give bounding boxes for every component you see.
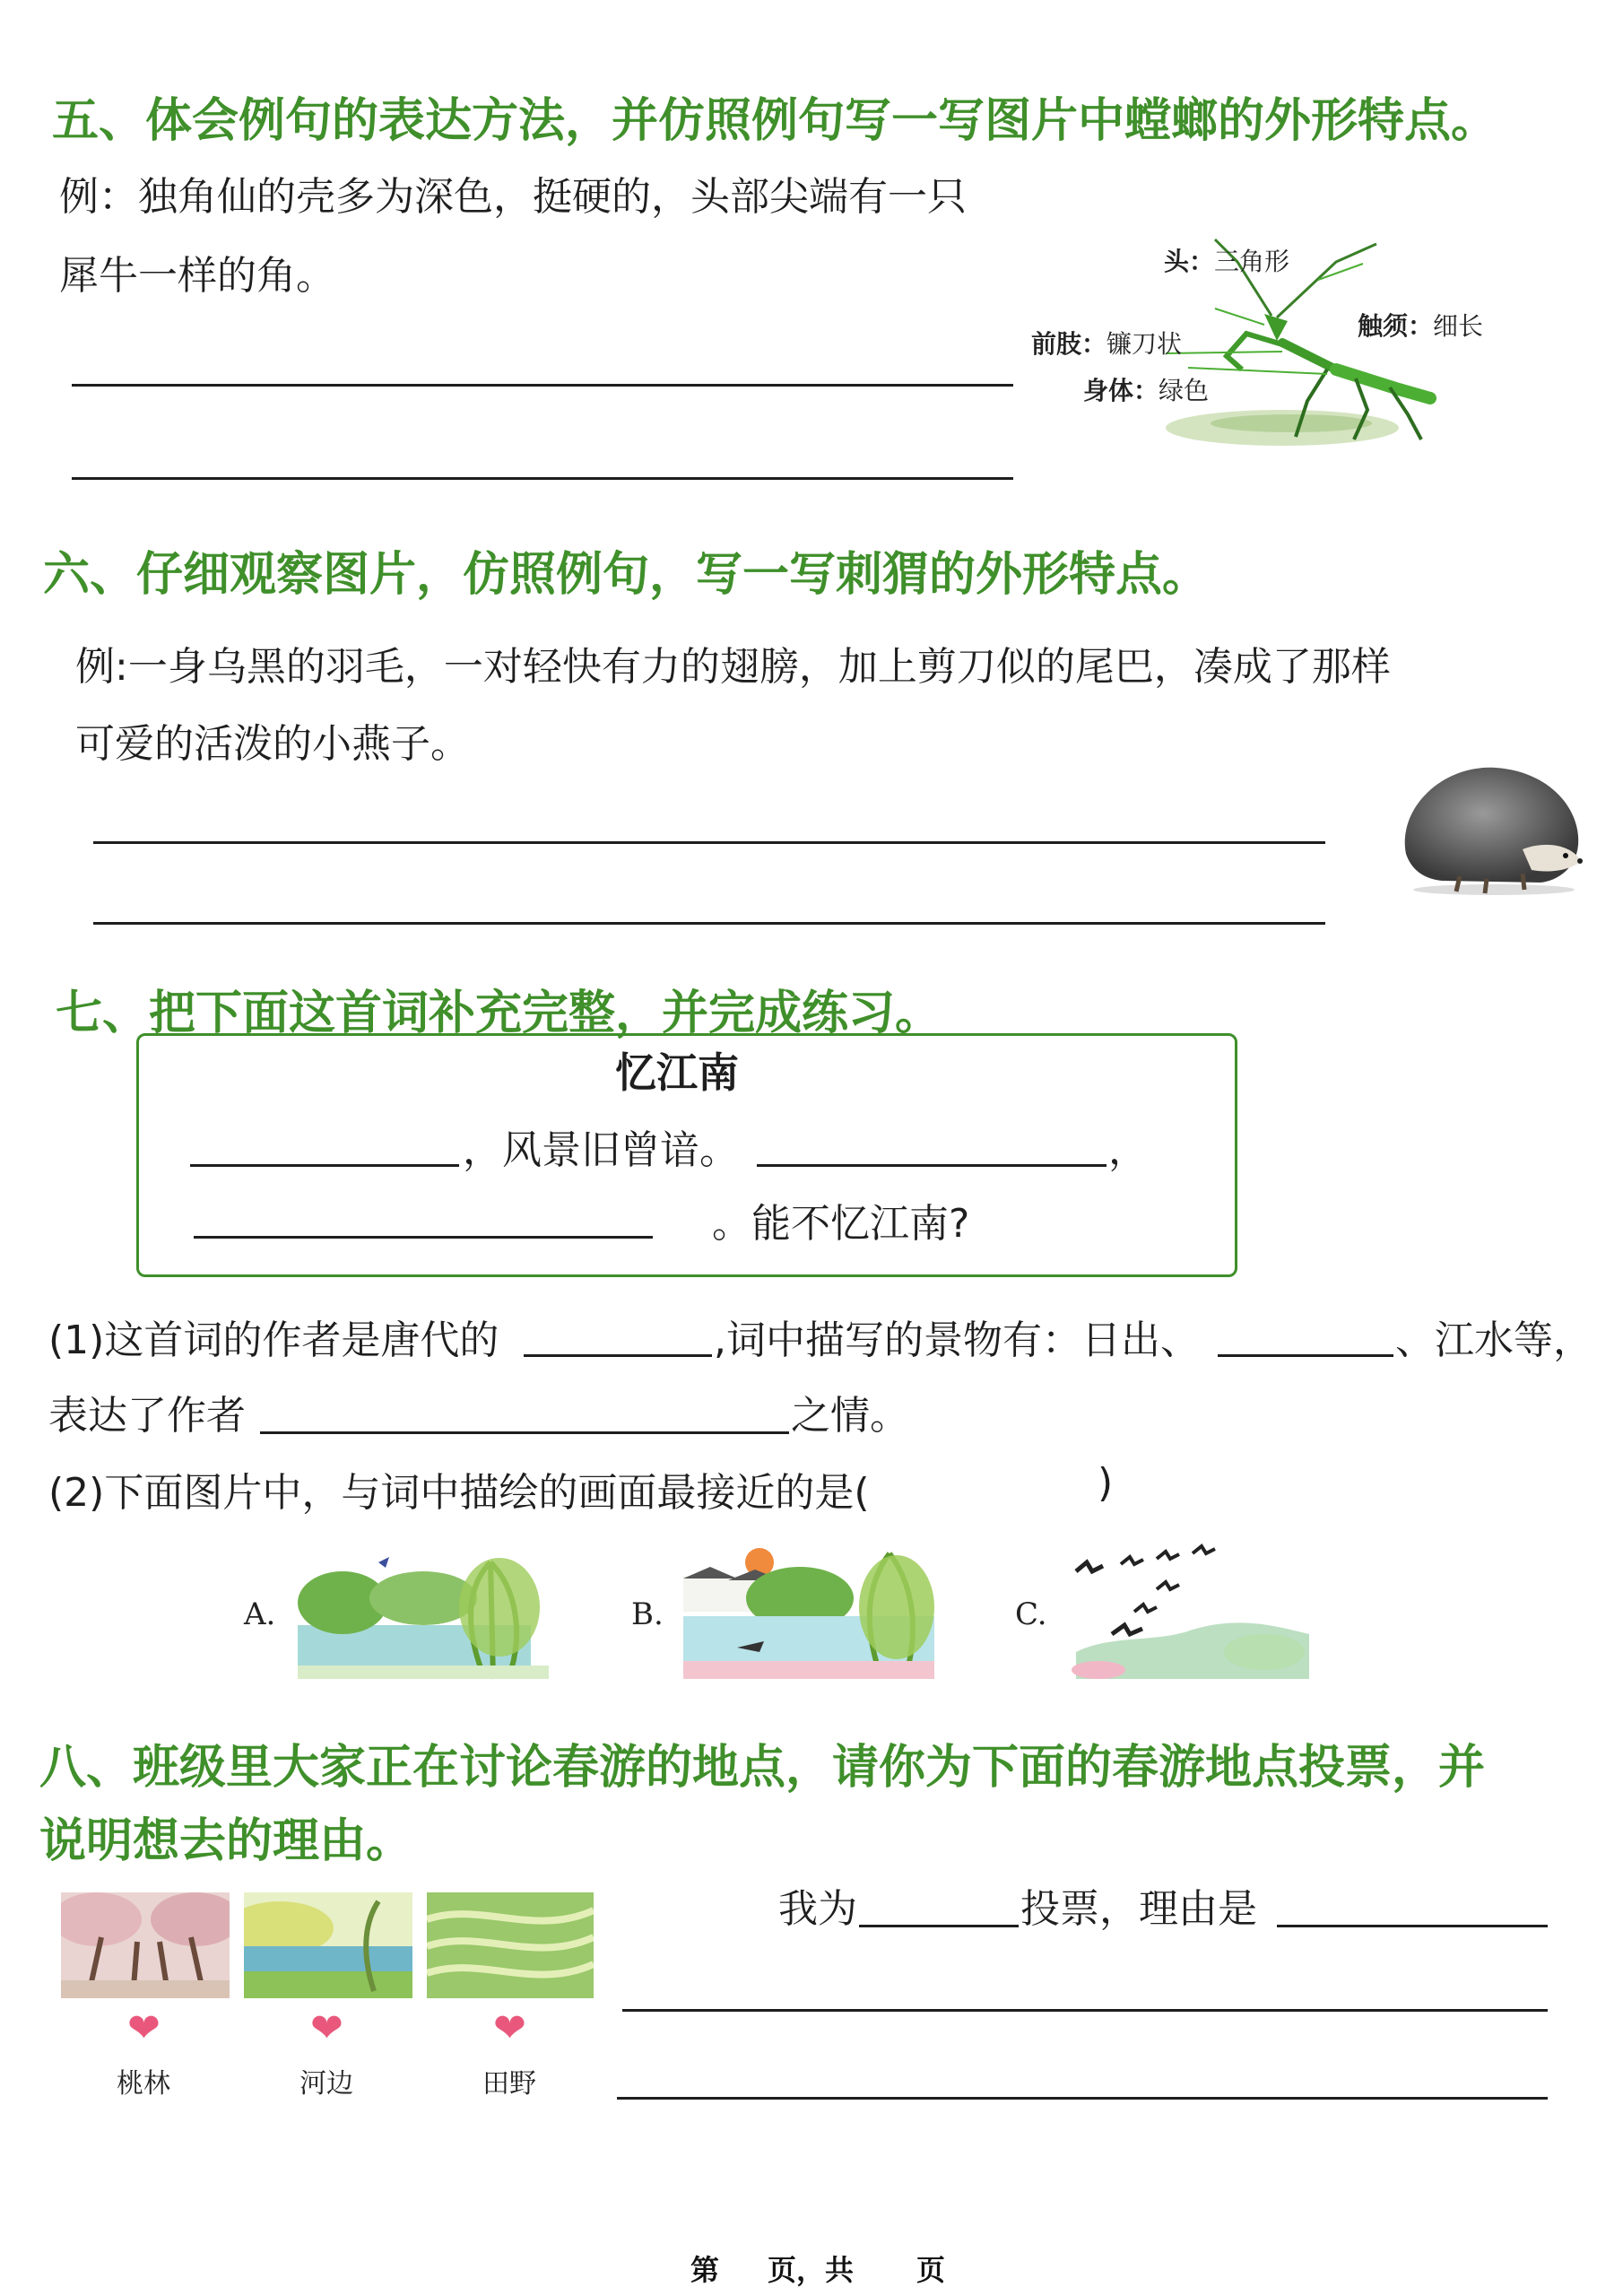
section-7-title: 七、把下面这首词补充完整，并完成练习。 — [56, 987, 942, 1040]
heart-icon[interactable]: ❤ — [310, 2005, 343, 2051]
q2-text: (2)下面图片中，与词中描绘的画面最接近的是( — [48, 1470, 870, 1516]
section-5-title: 五、体会例句的表达方法，并仿照例句写一写图片中螳螂的外形特点。 — [52, 94, 1498, 148]
vote-blank-reason-2[interactable] — [622, 2009, 1548, 2012]
hedgehog-icon — [1388, 755, 1587, 899]
vote-text-a: 我为 — [778, 1886, 857, 1932]
place-label-peach-grove: 桃林 — [117, 2068, 170, 2100]
q2-close-paren: ) — [1098, 1460, 1114, 1506]
q1-text-e: 之情。 — [791, 1393, 909, 1439]
mantis-label-antenna: 触须：细长 — [1358, 311, 1484, 341]
q1-text-c: 、江水等， — [1395, 1318, 1593, 1363]
section-6-example-line-1: 例:一身乌黑的羽毛，一对轻快有力的翅膀，加上剪刀似的尾巴，凑成了那样 — [75, 644, 1391, 690]
option-a-image[interactable] — [289, 1535, 558, 1688]
willow-lake-icon — [289, 1535, 558, 1688]
option-c-label[interactable]: C. — [1015, 1596, 1047, 1632]
mantis-label-forelimb: 前肢：镰刀状 — [1031, 329, 1183, 359]
option-b-label[interactable]: B. — [631, 1596, 664, 1632]
q1-blank-emotion[interactable] — [260, 1431, 789, 1434]
mantis-label-head: 头：三角形 — [1164, 247, 1290, 276]
section-6-title: 六、仔细观察图片，仿照例句，写一写刺猬的外形特点。 — [43, 548, 1210, 602]
place-photo-fields[interactable] — [427, 1892, 594, 1998]
option-b-image[interactable] — [674, 1535, 943, 1688]
section-5-example-line-1: 例：独角仙的壳多为深色，挺硬的，头部尖端有一只 — [59, 174, 967, 220]
vote-blank-reason-1[interactable] — [1277, 1925, 1548, 1927]
heart-icon[interactable]: ❤ — [127, 2005, 161, 2051]
place-label-fields: 田野 — [482, 2068, 536, 2100]
section-6-answer-line-1[interactable] — [93, 841, 1325, 844]
hedgehog-illustration — [1388, 755, 1587, 899]
geese-flying-icon — [1058, 1535, 1318, 1688]
footer-of-label: 页，共 — [768, 2253, 855, 2287]
section-8-title-line-2: 说明想去的理由。 — [39, 1814, 413, 1868]
section-5-answer-line-1[interactable] — [72, 384, 1013, 387]
section-6-answer-line-2[interactable] — [93, 922, 1325, 925]
footer-pages-label: 页 — [916, 2253, 946, 2287]
q1-text-b: ,词中描写的景物有：日出、 — [714, 1318, 1200, 1363]
q1-blank-author[interactable] — [524, 1354, 712, 1357]
section-5-answer-line-2[interactable] — [72, 477, 1013, 480]
q1-blank-scene[interactable] — [1218, 1354, 1393, 1357]
q1-text-d: 表达了作者 — [48, 1393, 246, 1439]
terraced-fields-icon — [427, 1892, 594, 1998]
peach-blossom-icon — [61, 1892, 230, 1998]
section-5-example-line-2: 犀牛一样的角。 — [59, 253, 335, 299]
place-photo-riverside[interactable] — [244, 1892, 412, 1998]
place-photo-peach-grove[interactable] — [61, 1892, 230, 1998]
vote-blank-reason-3[interactable] — [617, 2097, 1548, 2100]
poem-line-1-text: ，风景旧曾谙。 — [463, 1127, 739, 1173]
option-a-label[interactable]: A. — [244, 1596, 276, 1632]
q1-text-a: (1)这首词的作者是唐代的 — [48, 1318, 499, 1363]
footer-page-label: 第 — [690, 2253, 720, 2287]
vote-blank-place[interactable] — [859, 1925, 1019, 1927]
poem-line-2-text: 。能不忆江南? — [712, 1201, 970, 1247]
poem-comma: ， — [1108, 1127, 1148, 1173]
place-label-riverside: 河边 — [299, 2068, 353, 2100]
poem-blank-1[interactable] — [190, 1164, 459, 1167]
mantis-label-body: 身体：绿色 — [1083, 376, 1210, 405]
poem-title: 忆江南 — [615, 1048, 739, 1097]
vote-text-b: 投票，理由是 — [1020, 1886, 1257, 1932]
option-c-image[interactable] — [1058, 1535, 1318, 1688]
poem-blank-2[interactable] — [757, 1164, 1107, 1167]
sunrise-river-icon — [674, 1535, 943, 1688]
section-6-example-line-2: 可爱的活泼的小燕子。 — [75, 721, 470, 767]
riverside-icon — [244, 1892, 412, 1998]
heart-icon[interactable]: ❤ — [493, 2005, 526, 2051]
section-8-title-line-1: 八、班级里大家正在讨论春游的地点，请你为下面的春游地点投票，并 — [39, 1741, 1486, 1795]
poem-blank-3[interactable] — [194, 1236, 653, 1239]
